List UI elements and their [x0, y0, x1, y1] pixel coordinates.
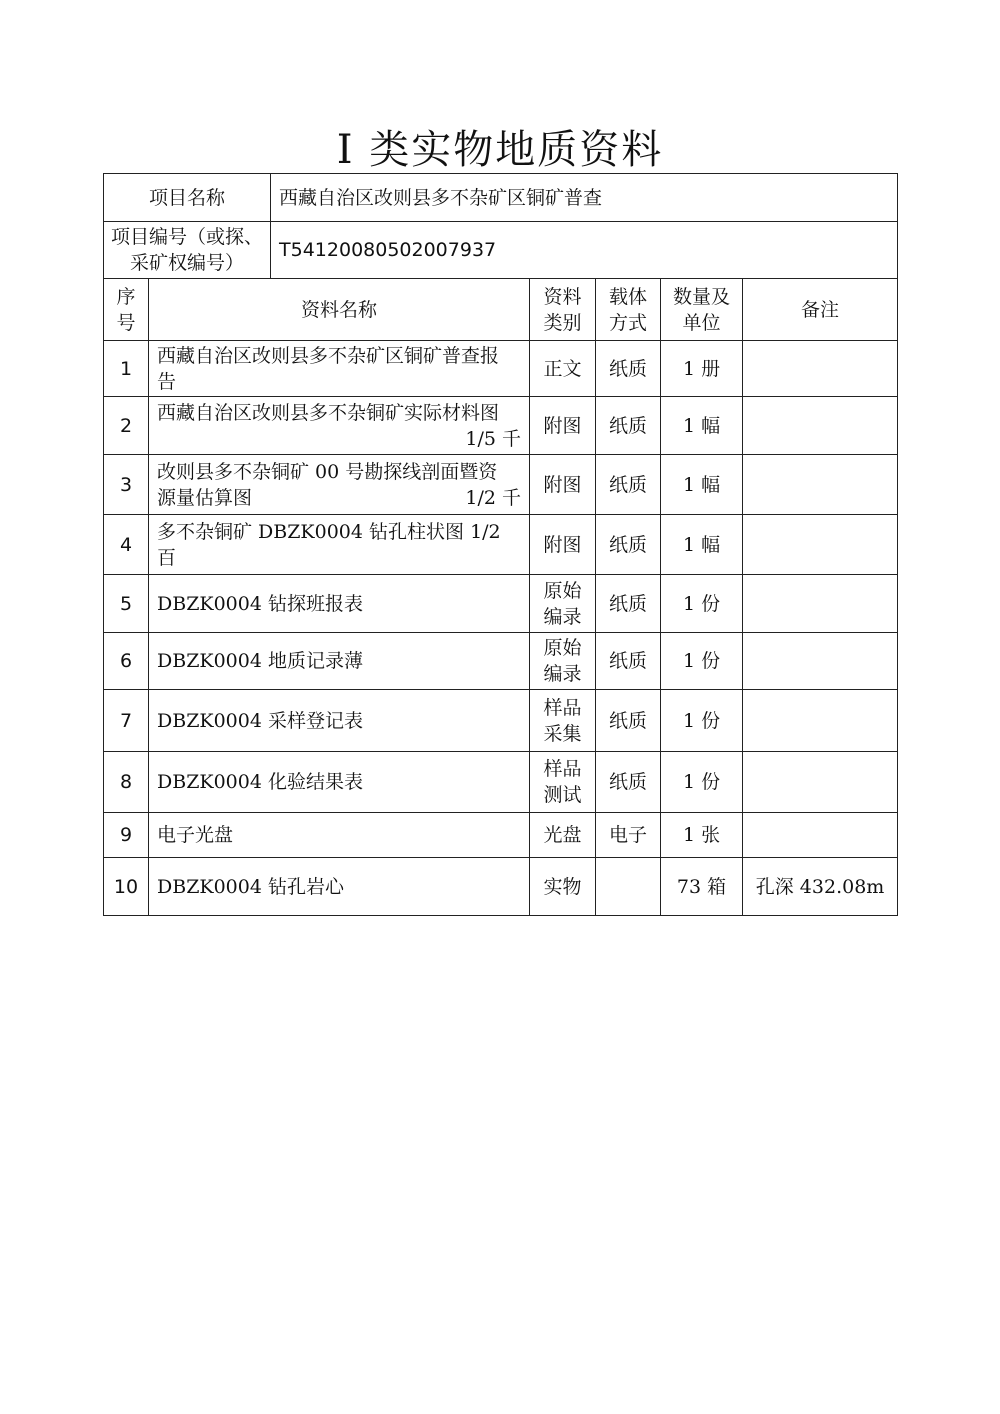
row-name: 西藏自治区改则县多不杂矿区铜矿普查报 告 [149, 341, 530, 397]
row-index: 9 [104, 813, 149, 858]
row-carrier: 纸质 [596, 752, 661, 813]
table-row [104, 633, 898, 690]
row-quantity: 1 幅 [661, 397, 743, 455]
row-carrier: 纸质 [596, 341, 661, 397]
row-category: 样品 采集 [530, 690, 596, 752]
row-remark [743, 397, 898, 455]
row-index: 5 [104, 575, 149, 633]
row-remark [743, 752, 898, 813]
row-remark [743, 455, 898, 515]
header-name: 资料名称 [149, 279, 530, 341]
row-name: DBZK0004 化验结果表 [149, 752, 530, 813]
row-carrier: 纸质 [596, 575, 661, 633]
row-quantity: 1 份 [661, 633, 743, 690]
row-quantity: 1 幅 [661, 515, 743, 575]
row-carrier: 纸质 [596, 455, 661, 515]
row-name: DBZK0004 地质记录薄 [149, 633, 530, 690]
table-row [104, 752, 898, 813]
row-index: 8 [104, 752, 149, 813]
row-category: 附图 [530, 455, 596, 515]
header-carrier: 载体 方式 [596, 279, 661, 341]
row-remark: 孔深 432.08m [743, 858, 898, 916]
row-name: DBZK0004 采样登记表 [149, 690, 530, 752]
row-index: 6 [104, 633, 149, 690]
row-name: 电子光盘 [149, 813, 530, 858]
header-category: 资料 类别 [530, 279, 596, 341]
row-quantity: 1 册 [661, 341, 743, 397]
project-code-row [104, 222, 898, 279]
row-category: 光盘 [530, 813, 596, 858]
page-title: I 类实物地质资料 [336, 127, 664, 173]
row-carrier: 纸质 [596, 397, 661, 455]
row-category: 原始 编录 [530, 633, 596, 690]
row-carrier: 纸质 [596, 515, 661, 575]
table-row [104, 515, 898, 575]
table-row [104, 397, 898, 455]
row-remark [743, 813, 898, 858]
row-name: DBZK0004 钻孔岩心 [149, 858, 530, 916]
row-category: 正文 [530, 341, 596, 397]
row-carrier: 电子 [596, 813, 661, 858]
project-code-label: 项目编号（或探、 采矿权编号） [104, 222, 271, 279]
table-row [104, 858, 898, 916]
header-quantity: 数量及 单位 [661, 279, 743, 341]
row-index: 1 [104, 341, 149, 397]
table-row [104, 341, 898, 397]
row-name: DBZK0004 钻探班报表 [149, 575, 530, 633]
row-category: 样品 测试 [530, 752, 596, 813]
project-code-value: T54120080502007937 [271, 222, 898, 279]
row-index: 3 [104, 455, 149, 515]
project-name-value: 西藏自治区改则县多不杂矿区铜矿普查 [271, 174, 898, 222]
header-row [104, 279, 898, 341]
row-index: 10 [104, 858, 149, 916]
material-table [103, 173, 898, 916]
row-quantity: 1 份 [661, 690, 743, 752]
row-name: 改则县多不杂铜矿 00 号勘探线剖面暨资 1/2 千 源量估算图 [149, 455, 530, 515]
row-quantity: 1 幅 [661, 455, 743, 515]
row-quantity: 73 箱 [661, 858, 743, 916]
row-category: 附图 [530, 397, 596, 455]
table-row [104, 455, 898, 515]
row-index: 4 [104, 515, 149, 575]
row-category: 实物 [530, 858, 596, 916]
row-quantity: 1 份 [661, 752, 743, 813]
row-carrier: 纸质 [596, 690, 661, 752]
header-remark: 备注 [743, 279, 898, 341]
row-quantity: 1 份 [661, 575, 743, 633]
row-category: 附图 [530, 515, 596, 575]
row-index: 7 [104, 690, 149, 752]
row-carrier: 纸质 [596, 633, 661, 690]
project-name-row [104, 174, 898, 222]
row-remark [743, 515, 898, 575]
project-name-label: 项目名称 [104, 174, 271, 222]
row-name: 西藏自治区改则县多不杂铜矿实际材料图 1/5 千 [149, 397, 530, 455]
row-remark [743, 633, 898, 690]
header-index: 序 号 [104, 279, 149, 341]
table-row [104, 575, 898, 633]
table-row [104, 813, 898, 858]
row-remark [743, 341, 898, 397]
row-remark [743, 690, 898, 752]
row-carrier [596, 858, 661, 916]
table-row [104, 690, 898, 752]
row-index: 2 [104, 397, 149, 455]
row-category: 原始 编录 [530, 575, 596, 633]
row-name: 多不杂铜矿 DBZK0004 钻孔柱状图 1/2 百 [149, 515, 530, 575]
row-remark [743, 575, 898, 633]
row-quantity: 1 张 [661, 813, 743, 858]
